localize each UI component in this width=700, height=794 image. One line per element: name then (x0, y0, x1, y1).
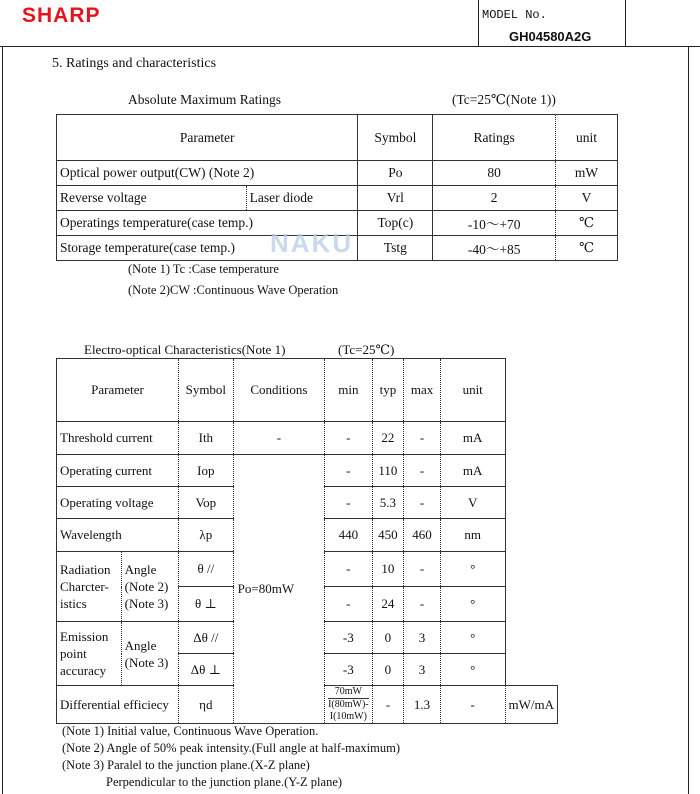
row-symbol: λp (179, 519, 234, 552)
model-value: GH04580A2G (509, 29, 592, 44)
abs-max-condition: (Tc=25℃(Note 1)) (452, 92, 556, 107)
table-header-row (57, 359, 558, 422)
row-symbol: Ith (179, 422, 234, 455)
header-unit: unit (440, 359, 505, 422)
header-symbol: Symbol (179, 359, 234, 422)
row-conditions: - (233, 422, 324, 455)
row-typ: 0 (372, 654, 404, 686)
row-parameter: Differential efficiecy (57, 686, 179, 724)
table-row (57, 455, 558, 487)
page-frame-left (2, 46, 3, 794)
row-min: -3 (325, 622, 373, 654)
table-row (57, 161, 618, 186)
row-min: - (325, 455, 373, 487)
row-typ: 110 (372, 455, 404, 487)
header-unit: unit (556, 115, 618, 161)
header-conditions: Conditions (233, 359, 324, 422)
emission-sub-parameter: Angle (Note 3) (121, 622, 178, 686)
row-parameter: Optical power output(CW) (Note 2) (57, 161, 358, 186)
fraction-denominator: I(80mW)-I(10mW) (328, 699, 369, 722)
header-parameter: Parameter (57, 359, 179, 422)
header-min: min (325, 359, 373, 422)
row-rating: 2 (433, 186, 556, 211)
row-typ: 10 (372, 552, 404, 587)
eo-caption: Electro-optical Characteristics(Note 1) (84, 342, 286, 357)
row-parameter: Wavelength (57, 519, 179, 552)
row-unit: ℃ (556, 211, 618, 236)
row-symbol: Vop (179, 487, 234, 519)
row-unit: mA (440, 455, 505, 487)
row-parameter: Operating voltage (57, 487, 179, 519)
row-typ: 0 (372, 622, 404, 654)
row-unit: ° (440, 552, 505, 587)
header-ratings: Ratings (433, 115, 556, 161)
condition-fraction (328, 686, 369, 723)
row-max: - (440, 686, 505, 724)
row-rating: 80 (433, 161, 556, 186)
eo-note-3: (Note 3) Paralel to the junction plane.(X-Z plane) (62, 758, 310, 772)
row-unit: mW/mA (505, 686, 558, 724)
eo-note-4: Perpendicular to the junction plane.(Y-Z plane) (106, 775, 343, 789)
row-parameter: Storage temperature(case temp.) (57, 236, 358, 261)
row-max: - (404, 455, 441, 487)
row-min: -3 (325, 654, 373, 686)
row-parameter: Operating current (57, 455, 179, 487)
row-min: - (372, 686, 404, 724)
row-typ: 1.3 (404, 686, 441, 724)
row-symbol: Top(c) (358, 211, 433, 236)
header-symbol: Symbol (358, 115, 433, 161)
row-symbol: Iop (179, 455, 234, 487)
table-row (57, 186, 618, 211)
row-min: - (325, 552, 373, 587)
row-unit: ° (440, 587, 505, 622)
row-max: - (404, 422, 441, 455)
radiation-sub-parameter: Angle (Note 2) (Note 3) (121, 552, 178, 622)
row-conditions (325, 686, 373, 724)
radiation-parameter: Radiation Charcter- istics (57, 552, 122, 622)
row-typ: 22 (372, 422, 404, 455)
row-rating: -10～+70 (433, 211, 556, 236)
eo-note-2: (Note 2) Angle of 50% peak intensity.(Full angle at half-maximum) (62, 741, 400, 755)
row-unit: ° (440, 622, 505, 654)
model-number-box (478, 0, 626, 46)
abs-max-caption: Absolute Maximum Ratings (128, 92, 281, 107)
header-typ: typ (372, 359, 404, 422)
row-min: - (325, 422, 373, 455)
row-typ: 24 (372, 587, 404, 622)
common-conditions: Po=80mW (233, 455, 324, 724)
row-unit: ° (440, 654, 505, 686)
row-min: - (325, 487, 373, 519)
page-frame-right (688, 46, 689, 794)
row-max: - (404, 552, 441, 587)
row-typ: 450 (372, 519, 404, 552)
row-sub-parameter: Laser diode (246, 186, 358, 211)
row-unit: mW (556, 161, 618, 186)
header-divider (0, 46, 700, 47)
section-title: 5. Ratings and characteristics (52, 56, 217, 71)
row-unit: nm (440, 519, 505, 552)
model-label: MODEL No. (482, 8, 547, 22)
fraction-numerator: 70mW (328, 686, 369, 699)
row-parameter: Threshold current (57, 422, 179, 455)
row-symbol: Tstg (358, 236, 433, 261)
row-symbol: ηd (179, 686, 234, 724)
row-unit: V (556, 186, 618, 211)
sharp-logo: SHARP (22, 4, 101, 27)
row-min: - (325, 587, 373, 622)
emission-parameter: Emission point accuracy (57, 622, 122, 686)
row-symbol: Vrl (358, 186, 433, 211)
row-typ: 5.3 (372, 487, 404, 519)
table-header-row (57, 115, 618, 161)
row-min: 440 (325, 519, 373, 552)
abs-max-note-2: (Note 2)CW :Continuous Wave Operation (128, 283, 339, 297)
row-unit: mA (440, 422, 505, 455)
row-unit: V (440, 487, 505, 519)
watermark-logo: NAKU (270, 228, 354, 258)
row-symbol: θ ⊥ (179, 587, 234, 622)
header-max: max (404, 359, 441, 422)
header-parameter: Parameter (57, 115, 358, 161)
row-max: 460 (404, 519, 441, 552)
table-row (57, 422, 558, 455)
row-parameter: Operatings temperature(case temp.) (57, 211, 358, 236)
eo-condition: (Tc=25℃) (338, 342, 395, 357)
row-symbol: Po (358, 161, 433, 186)
row-max: - (404, 587, 441, 622)
row-rating: -40～+85 (433, 236, 556, 261)
abs-max-note-1: (Note 1) Tc :Case temperature (128, 262, 279, 276)
row-symbol: Δθ ⊥ (179, 654, 234, 686)
row-max: 3 (404, 622, 441, 654)
row-symbol: θ // (179, 552, 234, 587)
row-parameter: Reverse voltage (57, 186, 247, 211)
row-symbol: Δθ // (179, 622, 234, 654)
row-max: - (404, 487, 441, 519)
eo-note-1: (Note 1) Initial value, Continuous Wave Operation. (62, 724, 319, 738)
row-unit: ℃ (556, 236, 618, 261)
eo-table (56, 358, 558, 724)
row-max: 3 (404, 654, 441, 686)
